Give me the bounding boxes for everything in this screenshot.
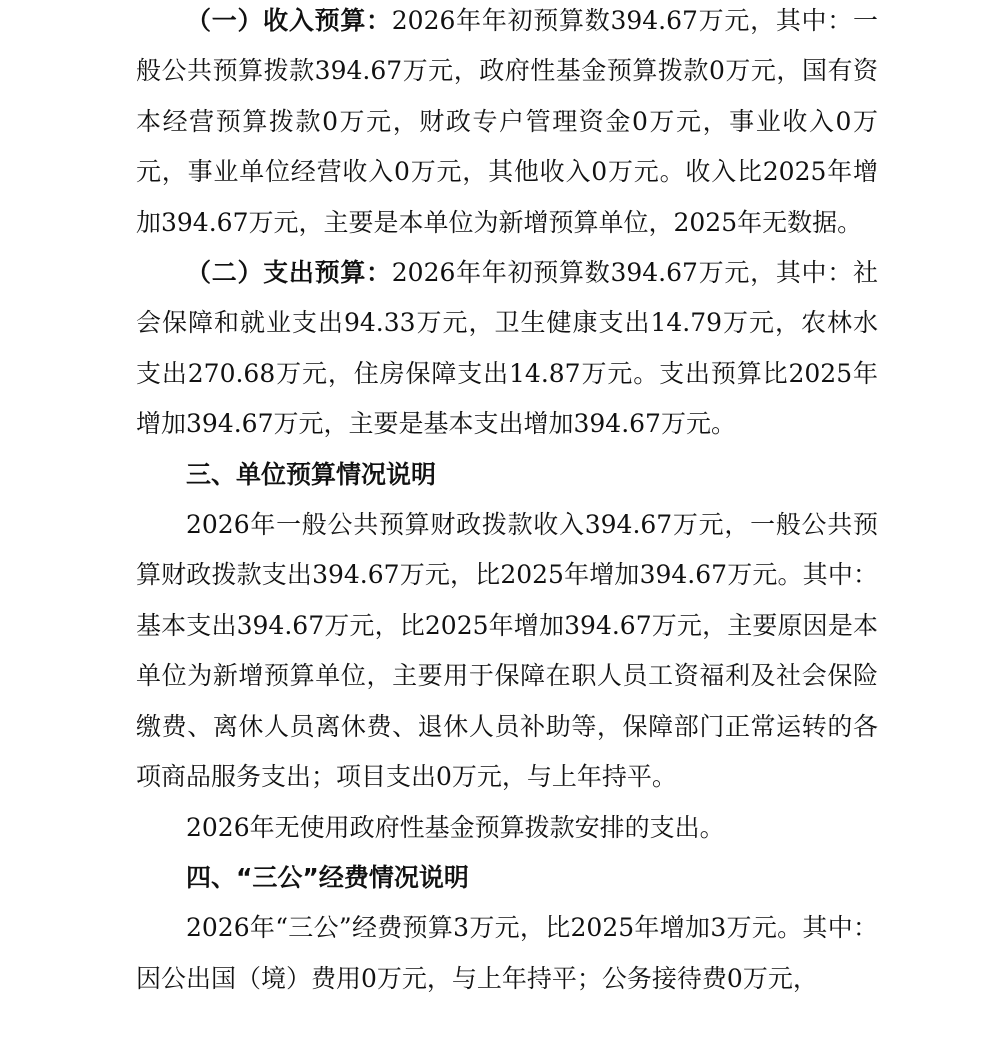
expenditure-budget-text: 2026年年初预算数394.67万元，其中：社会保障和就业支出94.33万元，卫生健康支出14.79万元，农林水支出270.68万元，住房保障支出14.87万元。支出预算比2025年增加394.67万元，主要是基本支出增加394.67万元。 xyxy=(136,258,878,439)
three-public-paragraph-1: 2026年“三公”经费预算3万元，比2025年增加3万元。其中：因公出国（境）费用0万元，与上年持平；公务接待费0万元， xyxy=(136,913,878,993)
unit-budget-paragraph-1: 2026年一般公共预算财政拨款收入394.67万元，一般公共预算财政拨款支出394.67万元，比2025年增加394.67万元。其中：基本支出394.67万元，比2025年增加394.67万元，主要原因是本单位为新增预算单位，主要用于保障在职人员工资福利及社会保险缴费、离休人员离休费、退休人员补助等，保障部门正常运转的各项商品服务支出；项目支出0万元，与上年持平。 xyxy=(136,510,878,792)
document-page xyxy=(136,0,878,1004)
income-budget-text: 2026年年初预算数394.67万元，其中：一般公共预算拨款394.67万元，政府性基金预算拨款0万元，国有资本经营预算拨款0万元，财政专户管理资金0万元，事业收入0万元，事业单位经营收入0万元，其他收入0万元。收入比2025年增加394.67万元，主要是本单位为新增预算单位，2025年无数据。 xyxy=(136,6,878,237)
three-public-heading: 四、“三公”经费情况说明 xyxy=(186,862,469,892)
expenditure-budget-paragraph xyxy=(136,248,878,450)
expenditure-budget-lead: （二）支出预算： xyxy=(186,258,392,288)
income-budget-paragraph xyxy=(136,0,878,248)
unit-budget-heading: 三、单位预算情况说明 xyxy=(186,459,437,489)
income-budget-lead: （一）收入预算： xyxy=(186,6,392,35)
unit-budget-paragraph-2: 2026年无使用政府性基金预算拨款安排的支出。 xyxy=(186,812,725,842)
